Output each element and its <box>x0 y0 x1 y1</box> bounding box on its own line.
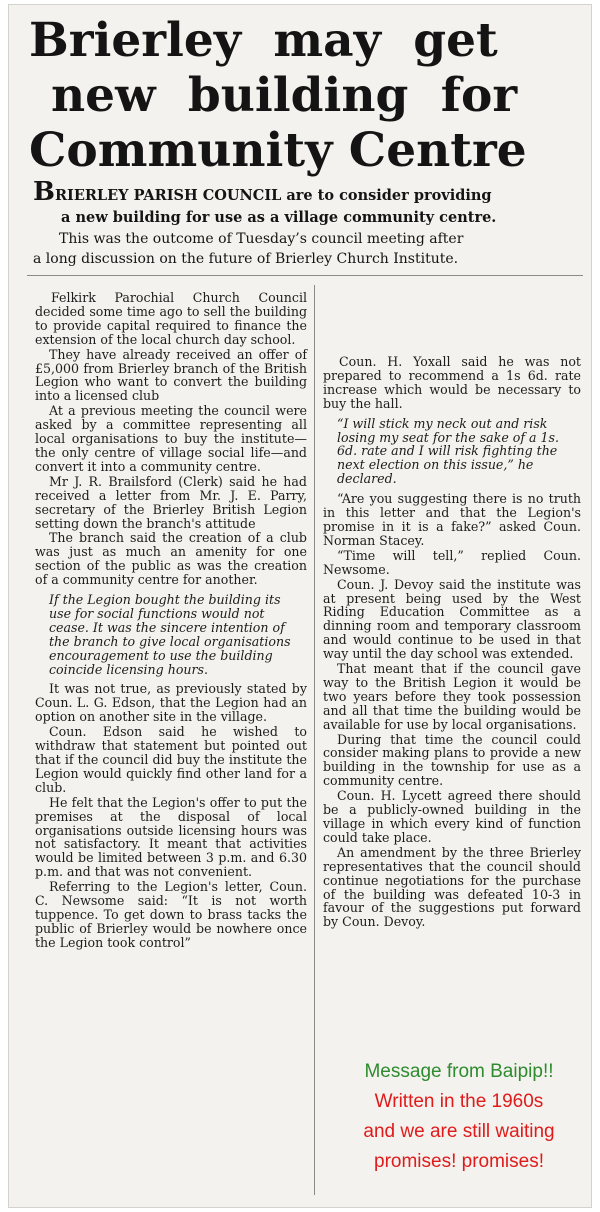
standfirst-sub-line-2: a long discussion on the future of Brierley Church Institute. <box>33 251 459 267</box>
standfirst <box>33 177 589 269</box>
left-paragraph-2: They have already received an offer of £5,000 from Brierley branch of the British Legion who want to convert the building into a licensed club <box>35 346 307 404</box>
standfirst-lead-1-text: RIERLEY PARISH COUNCIL are to consider providing <box>54 187 492 204</box>
left-italic-quote: If the Legion bought the building its use for social functions would not cease. It was the sincere intention of the branch to give local organisations encouragement to use the building coincide licensing hours. <box>49 592 291 677</box>
right-paragraph-4: Coun. J. Devoy said the institute was at present being used by the West Riding Education Committee as a dinning room and temporary classroom and would continue to be used in that way until the day school was extended. <box>323 576 581 662</box>
right-column <box>323 355 581 930</box>
left-paragraph-4: Mr J. R. Brailsford (Clerk) said he had received a letter from Mr. J. E. Parry, secretary of the Brierley British Legion setting down the branch's attitude <box>35 473 307 531</box>
left-paragraph-6: It was not true, as previously stated by Coun. L. G. Edson, that the Legion had an option on another site in the village. <box>35 681 307 725</box>
right-paragraph-1: Coun. H. Yoxall said he was not prepared to recommend a 1s 6d. rate increase which would be necessary to buy the hall. <box>323 354 581 411</box>
overlay-message <box>325 1057 592 1177</box>
right-paragraph-5: That meant that if the council gave way to the British Legion it would be two years before they took possession and all that time the building would be available for use by local organisations. <box>323 661 581 732</box>
newspaper-clipping <box>8 4 592 1208</box>
right-paragraph-2: “Are you suggesting there is no truth in this letter and that the Legion's promise in it is a fake?” asked Coun. Norman Stacey. <box>323 491 581 548</box>
headline-line-3: Community Centre <box>29 123 527 178</box>
right-italic-quote: “I will stick my neck out and risk losing my seat for the sake of a 1s. 6d. rate and I will risk fighting the next election on this issue,” he declared. <box>337 415 560 487</box>
left-paragraph-1: Felkirk Parochial Church Council decided some time ago to sell the building to provide capital required to finance the extension of the local church day school. <box>35 290 307 347</box>
headline-line-2: new building for <box>51 68 518 123</box>
right-paragraph-3: “Time will tell,” replied Coun. Newsome. <box>323 547 581 577</box>
headline-line-1: Brierley may get <box>29 13 498 68</box>
right-paragraph-6: During that time the council could consider making plans to provide a new building in the township for use as a community centre. <box>323 731 581 789</box>
right-paragraph-8: An amendment by the three Brierley representatives that the council should continue negotiations for the purchase of the building was defeated 10-3 in favour of the suggestions put forward by Coun. Devoy. <box>323 844 581 930</box>
message-line-1: Message from Baipip!! <box>364 1061 554 1082</box>
left-paragraph-7: Coun. Edson said he wished to withdraw that statement but pointed out that if the council did buy the institute the Legion would quickly find other land for a club. <box>35 724 307 795</box>
left-column <box>35 291 307 951</box>
right-paragraph-7: Coun. H. Lycett agreed there should be a publicly-owned building in the village in which every kind of function could take place. <box>323 788 581 845</box>
standfirst-lead-line-1 <box>33 177 589 207</box>
standfirst-lead-line-2: a new building for use as a village community centre. <box>61 209 497 226</box>
horizontal-rule <box>27 275 583 276</box>
drop-cap: B <box>33 177 55 207</box>
column-divider <box>314 285 315 1195</box>
headline <box>29 13 589 178</box>
message-line-3: and we are still waiting <box>363 1121 555 1142</box>
message-line-4: promises! promises! <box>374 1151 544 1172</box>
standfirst-sub-line-1: This was the outcome of Tuesday’s council meeting after <box>59 231 464 247</box>
message-line-2: Written in the 1960s <box>374 1091 544 1112</box>
left-paragraph-9: Referring to the Legion's letter, Coun. C. Newsome said: “It is not worth tuppence. To get down to brass tacks the public of Brierley would be nowhere once the Legion took control” <box>35 879 307 950</box>
left-paragraph-8: He felt that the Legion's offer to put the premises at the disposal of local organisations outside licensing hours was not satisfactory. It meant that activities would be limited between 3 p.m. and 6.30 p.m. and that was not convenient. <box>35 794 307 880</box>
left-paragraph-5: The branch said the creation of a club was just as much an amenity for one section of the public as was the creation of a community centre for another. <box>35 530 307 588</box>
left-paragraph-3: At a previous meeting the council were asked by a committee representing all local organisations to buy the institute—the only centre of village social life—and convert it into a community centre. <box>35 403 307 474</box>
